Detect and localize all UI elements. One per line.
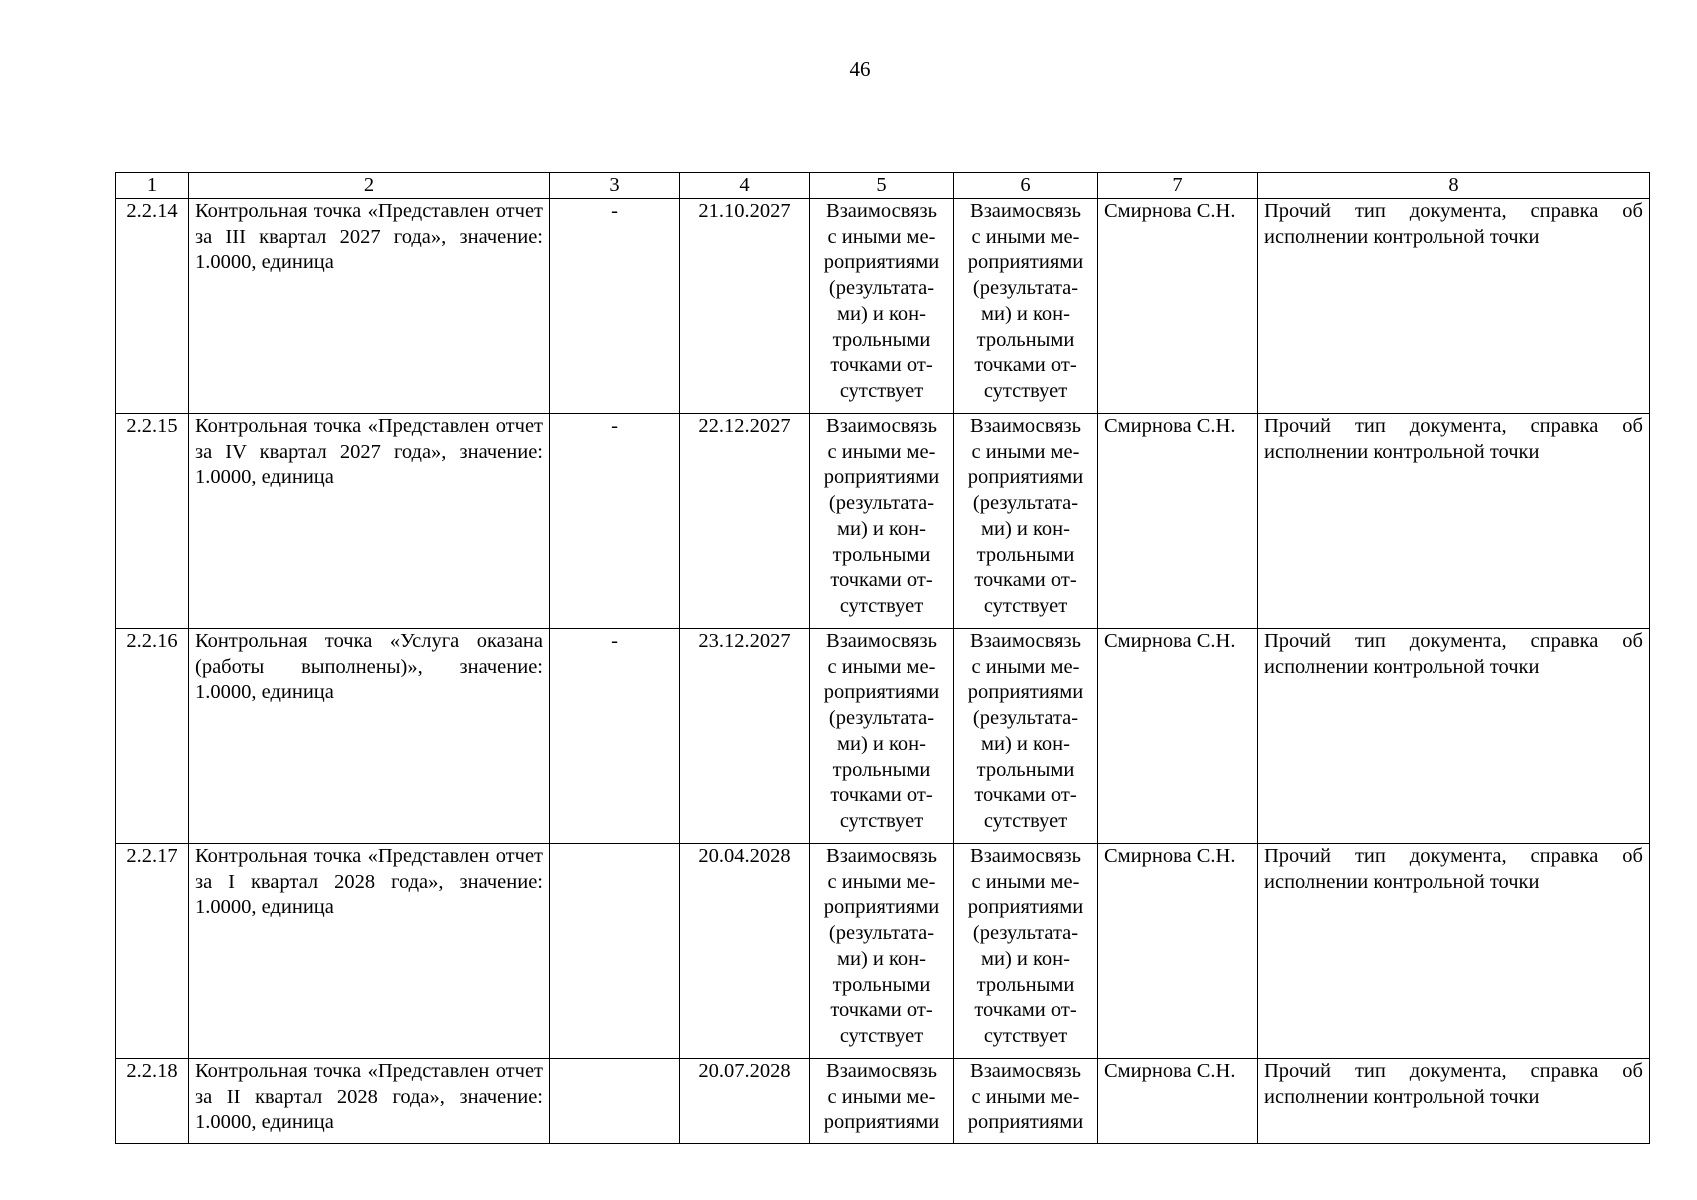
predecessor-relation-cell bbox=[810, 199, 954, 414]
relation-text-line: трольными bbox=[832, 543, 931, 566]
row-number-cell: 2.2.18 bbox=[116, 1059, 189, 1144]
control-point-name-cell: Контрольная точка «Представлен отчет за II квартал 2028 года», значение: 1.0000, единица bbox=[189, 1059, 550, 1144]
base-value-cell bbox=[550, 1059, 680, 1144]
relation-text-line: сутствует bbox=[839, 1024, 924, 1047]
base-value-cell: - bbox=[550, 629, 680, 844]
responsible-person-cell: Смирнова С.Н. bbox=[1098, 629, 1258, 844]
relation-text-line: с иными ме- bbox=[971, 1085, 1080, 1108]
deadline-date-cell: 20.04.2028 bbox=[680, 844, 810, 1059]
deadline-date-cell: 20.07.2028 bbox=[680, 1059, 810, 1144]
responsible-person-cell: Смирнова С.Н. bbox=[1098, 1059, 1258, 1144]
relation-text-line: трольными bbox=[976, 543, 1075, 566]
relation-text-line: ми) и кон- bbox=[837, 517, 926, 540]
relation-text-line: Взаимосвязь bbox=[970, 415, 1081, 437]
control-point-name-cell: Контрольная точка «Представлен отчет за III квартал 2027 года», значение: 1.0000, единица bbox=[189, 199, 550, 414]
relation-text-line: трольными bbox=[976, 328, 1075, 351]
relation-text-line: (результата- bbox=[828, 277, 935, 300]
table-header-row bbox=[116, 173, 1650, 199]
relation-text-line: сутствует bbox=[839, 379, 924, 402]
successor-relation-cell bbox=[954, 844, 1098, 1059]
column-header: 1 bbox=[116, 173, 189, 199]
column-header: 2 bbox=[189, 173, 550, 199]
relation-text-line: с иными ме- bbox=[827, 870, 936, 893]
relation-text-line: трольными bbox=[976, 973, 1075, 996]
relation-text-line: точками от- bbox=[830, 784, 933, 807]
relation-text-line: сутствует bbox=[839, 594, 924, 617]
responsible-person-cell: Смирнова С.Н. bbox=[1098, 844, 1258, 1059]
relation-text-line: трольными bbox=[832, 758, 931, 781]
relation-text-line: (результата- bbox=[972, 707, 1079, 730]
relation-text-line: точками от- bbox=[974, 354, 1077, 377]
successor-relation-cell bbox=[954, 629, 1098, 844]
relation-text-line: ми) и кон- bbox=[837, 947, 926, 970]
relation-text-line: (результата- bbox=[828, 707, 935, 730]
column-header: 6 bbox=[954, 173, 1098, 199]
table-row bbox=[116, 844, 1650, 1059]
successor-relation-cell bbox=[954, 414, 1098, 629]
relation-text-line: (результата- bbox=[972, 922, 1079, 945]
predecessor-relation-cell bbox=[810, 844, 954, 1059]
relation-text-line: роприятиями bbox=[967, 896, 1084, 919]
relation-text-line: роприятиями bbox=[823, 251, 940, 274]
document-type-cell: Прочий тип документа, справка об исполнении контрольной точки bbox=[1258, 844, 1650, 1059]
relation-text-line: Взаимосвязь bbox=[826, 845, 937, 867]
document-type-cell: Прочий тип документа, справка об исполнении контрольной точки bbox=[1258, 199, 1650, 414]
column-header: 8 bbox=[1258, 173, 1650, 199]
successor-relation-cell bbox=[954, 199, 1098, 414]
relation-text-line: точками от- bbox=[974, 784, 1077, 807]
relation-text-line: с иными ме- bbox=[827, 655, 936, 678]
control-point-name-cell: Контрольная точка «Услуга оказана (работы выполнены)», значение: 1.0000, единица bbox=[189, 629, 550, 844]
table-row bbox=[116, 629, 1650, 844]
relation-text-line: роприятиями bbox=[967, 1111, 1084, 1134]
row-number-cell: 2.2.16 bbox=[116, 629, 189, 844]
relation-text-line: сутствует bbox=[983, 1024, 1068, 1047]
relation-text-line: Взаимосвязь bbox=[970, 630, 1081, 652]
relation-text-line: Взаимосвязь bbox=[826, 1060, 937, 1082]
predecessor-relation-cell bbox=[810, 629, 954, 844]
column-header: 5 bbox=[810, 173, 954, 199]
page-number: 46 bbox=[849, 57, 871, 81]
relation-text-line: Взаимосвязь bbox=[970, 845, 1081, 867]
relation-text-line: роприятиями bbox=[823, 896, 940, 919]
document-type-cell: Прочий тип документа, справка об исполнении контрольной точки bbox=[1258, 414, 1650, 629]
relation-text-line: ми) и кон- bbox=[981, 302, 1070, 325]
relation-text-line: ми) и кон- bbox=[837, 732, 926, 755]
relation-text-line: ми) и кон- bbox=[981, 947, 1070, 970]
table-row bbox=[116, 414, 1650, 629]
relation-text-line: сутствует bbox=[839, 809, 924, 832]
relation-text-line: (результата- bbox=[828, 492, 935, 515]
relation-text-line: ми) и кон- bbox=[981, 517, 1070, 540]
deadline-date-cell: 21.10.2027 bbox=[680, 199, 810, 414]
relation-text-line: точками от- bbox=[830, 354, 933, 377]
row-number-cell: 2.2.17 bbox=[116, 844, 189, 1059]
relation-text-line: ми) и кон- bbox=[981, 732, 1070, 755]
control-points-table bbox=[115, 172, 1650, 1144]
base-value-cell: - bbox=[550, 414, 680, 629]
relation-text-line: с иными ме- bbox=[971, 225, 1080, 248]
deadline-date-cell: 22.12.2027 bbox=[680, 414, 810, 629]
predecessor-relation-cell bbox=[810, 414, 954, 629]
base-value-cell bbox=[550, 844, 680, 1059]
responsible-person-cell: Смирнова С.Н. bbox=[1098, 414, 1258, 629]
relation-text-line: точками от- bbox=[830, 569, 933, 592]
relation-text-line: Взаимосвязь bbox=[826, 415, 937, 437]
relation-text-line: сутствует bbox=[983, 594, 1068, 617]
relation-text-line: Взаимосвязь bbox=[826, 630, 937, 652]
table-row bbox=[116, 1059, 1650, 1144]
relation-text-line: (результата- bbox=[972, 492, 1079, 515]
relation-text-line: роприятиями bbox=[823, 681, 940, 704]
document-type-cell: Прочий тип документа, справка об исполнении контрольной точки bbox=[1258, 1059, 1650, 1144]
relation-text-line: точками от- bbox=[830, 999, 933, 1022]
relation-text-line: с иными ме- bbox=[827, 1085, 936, 1108]
relation-text-line: роприятиями bbox=[967, 681, 1084, 704]
relation-text-line: с иными ме- bbox=[827, 440, 936, 463]
relation-text-line: Взаимосвязь bbox=[826, 200, 937, 222]
relation-text-line: с иными ме- bbox=[971, 655, 1080, 678]
relation-text-line: роприятиями bbox=[967, 466, 1084, 489]
relation-text-line: с иными ме- bbox=[827, 225, 936, 248]
relation-text-line: сутствует bbox=[983, 809, 1068, 832]
relation-text-line: ми) и кон- bbox=[837, 302, 926, 325]
relation-text-line: сутствует bbox=[983, 379, 1068, 402]
relation-text-line: роприятиями bbox=[967, 251, 1084, 274]
relation-text-line: Взаимосвязь bbox=[970, 1060, 1081, 1082]
relation-text-line: (результата- bbox=[828, 922, 935, 945]
control-point-name-cell: Контрольная точка «Представлен отчет за IV квартал 2027 года», значение: 1.0000, единица bbox=[189, 414, 550, 629]
table-row bbox=[116, 199, 1650, 414]
responsible-person-cell: Смирнова С.Н. bbox=[1098, 199, 1258, 414]
relation-text-line: трольными bbox=[976, 758, 1075, 781]
column-header: 3 bbox=[550, 173, 680, 199]
relation-text-line: роприятиями bbox=[823, 1111, 940, 1134]
relation-text-line: трольными bbox=[832, 973, 931, 996]
column-header: 7 bbox=[1098, 173, 1258, 199]
successor-relation-cell bbox=[954, 1059, 1098, 1144]
document-type-cell: Прочий тип документа, справка об исполнении контрольной точки bbox=[1258, 629, 1650, 844]
relation-text-line: с иными ме- bbox=[971, 440, 1080, 463]
relation-text-line: точками от- bbox=[974, 999, 1077, 1022]
relation-text-line: точками от- bbox=[974, 569, 1077, 592]
relation-text-line: с иными ме- bbox=[971, 870, 1080, 893]
predecessor-relation-cell bbox=[810, 1059, 954, 1144]
base-value-cell: - bbox=[550, 199, 680, 414]
relation-text-line: роприятиями bbox=[823, 466, 940, 489]
row-number-cell: 2.2.15 bbox=[116, 414, 189, 629]
control-point-name-cell: Контрольная точка «Представлен отчет за I квартал 2028 года», значение: 1.0000, единица bbox=[189, 844, 550, 1059]
row-number-cell: 2.2.14 bbox=[116, 199, 189, 414]
column-header: 4 bbox=[680, 173, 810, 199]
relation-text-line: (результата- bbox=[972, 277, 1079, 300]
relation-text-line: Взаимосвязь bbox=[970, 200, 1081, 222]
deadline-date-cell: 23.12.2027 bbox=[680, 629, 810, 844]
relation-text-line: трольными bbox=[832, 328, 931, 351]
